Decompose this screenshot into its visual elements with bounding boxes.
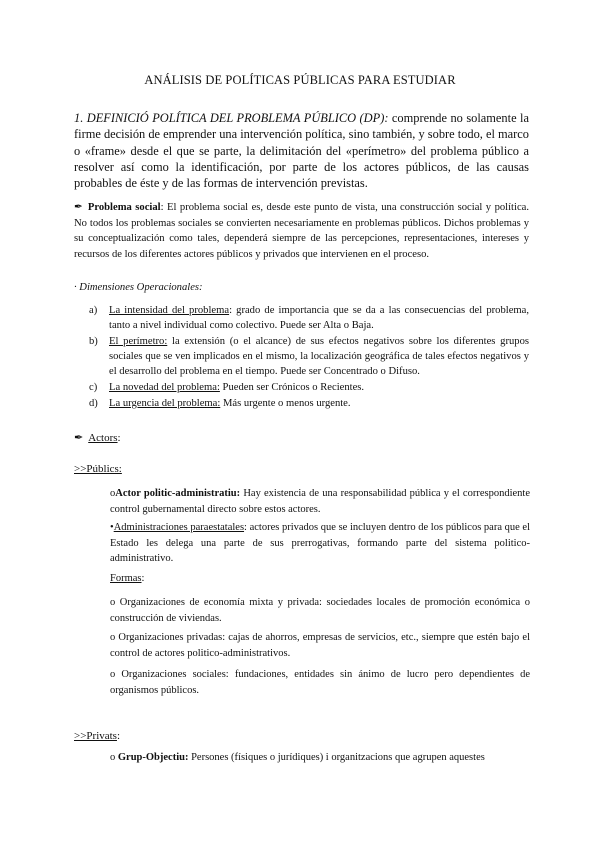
actor-paragraph [110, 486, 530, 517]
actor-bullet: o [110, 488, 116, 499]
list-marker: d) [89, 398, 98, 409]
actors-label: Actors [88, 432, 118, 444]
social-problem-text: : El problema social es, desde este punto de vista, una construcción social y política. No todos los problemas sociales se convierten necesariamente en problemas públicos. Dichos problemas y su conceptualización como tales, dependerá siempre de las percepciones, representaciones, intereses y recursos de los diferentes actores públicos y privados que intervienen en el proceso. [74, 202, 529, 260]
pen-bullet-icon: ✒ [74, 432, 84, 444]
dimension-text: Pueden ser Crónicos o Recientes. [219, 382, 365, 393]
list-item-body [109, 303, 529, 333]
dimension-text: la extensión (o el alcance) de sus efectos negativos sobre los diferentes grupos sociales que se ven implicados en el mismo, la localización geográfica de tales efectos negativos y el desarrollo del problema en el tiempo. Puede ser Concentrado o Difuso. [109, 336, 529, 377]
document-title: ANÁLISIS DE POLÍTICAS PÚBLICAS PARA ESTUDIAR [144, 73, 456, 87]
list-marker: b) [89, 336, 98, 347]
list-marker: c) [89, 382, 98, 393]
list-item-body [109, 396, 529, 411]
dimension-term: La intensidad del problema [109, 305, 230, 316]
forma-item: o Organizaciones sociales: fundaciones, entidades sin ánimo de lucro pero dependientes de organismos públicos. [110, 669, 530, 696]
forma-item: o Organizaciones de economía mixta y privada: sociedades locales de promoción económica o construcción de viviendas. [110, 597, 530, 624]
list-item [89, 334, 529, 379]
privats-suffix: : [116, 730, 121, 742]
list-item [89, 396, 529, 411]
admin-paragraph [110, 520, 530, 567]
social-problem-paragraph [74, 200, 529, 262]
grup-label: Grup-Objectiu: [117, 752, 189, 763]
list-item [89, 380, 529, 395]
formas-heading [110, 573, 144, 584]
forma-item: o Organizaciones privadas: cajas de ahorros, empresas de servicios, etc., siempre que estén bajo el control de actores politico-administrativos. [110, 632, 530, 659]
admin-bullet: • [110, 522, 114, 533]
dimension-text: Más urgente o menos urgente. [220, 398, 351, 409]
list-item-body [109, 380, 529, 395]
dimensions-label: · Dimensiones Operacionales: [74, 282, 203, 293]
admin-text: : actores privados que se incluyen dentro de los públicos para que el Estado les delega una parte de sus prerrogativas, formando parte del sistema politico-administrativo. [110, 522, 531, 564]
social-problem-label: Problema social [87, 202, 161, 213]
definition-text: comprende no solamente la firme decisión de emprender una intervención política, sino también, y sobre todo, el marco o «frame» desde el que se parte, la delimitación del «perímetro» del problema público a resolver así como la identificación, por parte de los actores públicos, de las causas probables de éste y de las formas de intervención previstas. [74, 111, 529, 191]
actor-label: Actor politic-administratiu: [115, 488, 241, 499]
list-item-body [109, 334, 529, 379]
dimension-text: : grado de importancia que se da a las consecuencias del problema, tanto a nivel individual como colectivo. Puede ser Alta o Baja. [109, 305, 529, 331]
formas-suffix: : [141, 573, 145, 584]
list-item [89, 303, 529, 333]
admin-label: Administraciones paraestatales [113, 522, 245, 533]
publics-heading: >>Públics: [74, 463, 122, 475]
dimension-term: El perímetro: [109, 336, 168, 347]
list-marker: a) [89, 305, 98, 316]
privats-heading [74, 730, 120, 742]
dimension-term: La novedad del problema: [109, 382, 220, 393]
pen-bullet-icon: ✒ [74, 202, 83, 213]
dimension-term: La urgencia del problema: [109, 398, 221, 409]
grup-bullet: o [110, 752, 116, 763]
actors-heading [74, 431, 121, 444]
grup-paragraph [110, 750, 530, 766]
definition-paragraph [74, 110, 529, 191]
definition-heading: 1. DEFINICIÓ POLÍTICA DEL PROBLEMA PÚBLICO (DP): [74, 111, 389, 125]
privats-label: >>Privats [74, 730, 117, 742]
dimensions-list [89, 303, 529, 412]
grup-text: Persones (físiques o jurídiques) i organitzacions que agrupen aquestes [188, 752, 485, 763]
actor-text: Hay existencia de una responsabilidad pública y el correspondiente control gubernamental directo sobre estos actores. [110, 488, 530, 515]
formas-label: Formas [110, 573, 142, 584]
actors-suffix: : [117, 432, 121, 444]
